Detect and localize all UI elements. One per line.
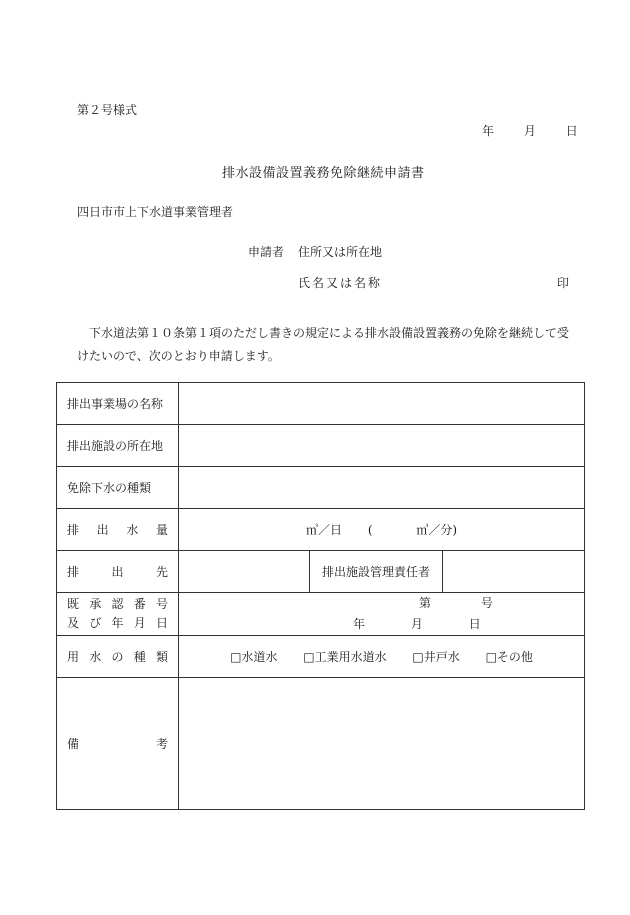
applicant-label: 申請者 — [248, 245, 285, 259]
approval-month: 月 — [410, 617, 423, 631]
checkbox-other[interactable]: □その他 — [485, 650, 533, 664]
applicant-name-label: 氏名又は名称 — [298, 276, 383, 290]
approval-day: 日 — [468, 617, 481, 631]
seal-mark: 印 — [557, 276, 570, 290]
body-text: 下水道法第１０条第１項のただし書きの規定による排水設備設置義務の免除を継続して受けたいので、次のとおり申請します。 — [77, 326, 570, 363]
approval-label: 既 承 認 番 号 及 び 年 月 日 — [57, 593, 179, 636]
exempt-sewage-type-field[interactable] — [179, 467, 585, 509]
discharge-destination-field[interactable] — [179, 551, 310, 592]
unit-per-minute: ㎥／分) — [416, 523, 458, 537]
checkbox-tap-water[interactable]: □水道水 — [230, 650, 278, 664]
form-number: 第２号様式 — [77, 103, 138, 117]
addressee: 四日市市上下水道事業管理者 — [77, 205, 234, 219]
table-row — [57, 383, 585, 425]
date-line — [482, 122, 578, 139]
facility-location-field[interactable] — [179, 425, 585, 467]
discharge-volume-field[interactable]: ㎥／日 ( ㎥／分) — [179, 509, 585, 551]
table-row — [57, 678, 585, 810]
remarks-field[interactable] — [179, 678, 585, 810]
applicant-address-label: 住所又は所在地 — [298, 245, 383, 259]
approval-field[interactable] — [179, 593, 585, 636]
approval-year: 年 — [353, 617, 366, 631]
table-row — [57, 467, 585, 509]
table-row — [57, 509, 585, 551]
water-type-options — [179, 636, 585, 678]
water-type-label: 用 水 の 種 類 — [57, 636, 179, 678]
facility-manager-field[interactable] — [443, 551, 584, 592]
application-table — [56, 382, 585, 810]
approval-dai: 第 — [419, 596, 432, 610]
unit-per-day: ㎥／日 — [305, 523, 342, 537]
facility-manager-label: 排出施設管理責任者 — [310, 551, 443, 592]
table-row — [57, 551, 585, 593]
site-name-field[interactable] — [179, 383, 585, 425]
date-month: 月 — [523, 124, 536, 138]
page-title: 排水設備設置義務免除継続申請書 — [222, 166, 425, 181]
discharge-destination-cell — [179, 551, 585, 593]
discharge-volume-label: 排 出 水 量 — [57, 509, 179, 551]
table-row — [57, 636, 585, 678]
site-name-label: 排出事業場の名称 — [57, 383, 179, 425]
approval-go: 号 — [480, 596, 493, 610]
discharge-destination-label: 排 出 先 — [57, 551, 179, 593]
table-row — [57, 425, 585, 467]
checkbox-industrial-water[interactable]: □工業用水道水 — [303, 650, 387, 664]
checkbox-well-water[interactable]: □井戸水 — [412, 650, 460, 664]
table-row — [57, 593, 585, 636]
remarks-label: 備 考 — [57, 678, 179, 810]
date-day: 日 — [565, 124, 578, 138]
date-year: 年 — [482, 124, 495, 138]
exempt-sewage-type-label: 免除下水の種類 — [57, 467, 179, 509]
facility-location-label: 排出施設の所在地 — [57, 425, 179, 467]
